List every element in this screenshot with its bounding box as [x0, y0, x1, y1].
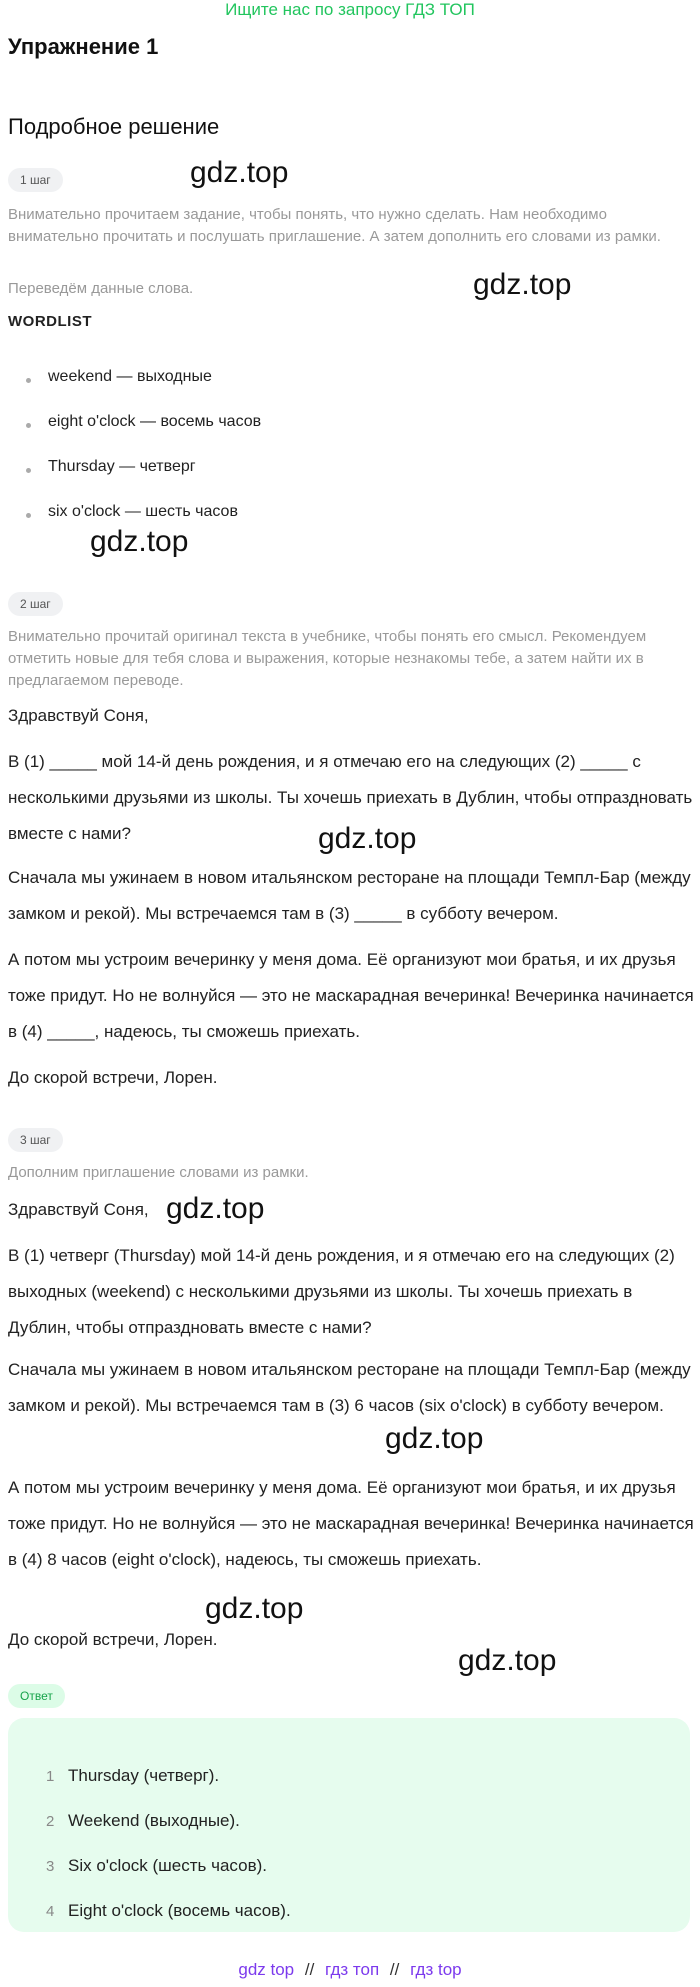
letter-paragraph: Сначала мы ужинаем в новом итальянском ресторане на площади Темпл-Бар (между замком и рекой). Мы встречаемся там в (3) 6 часов (six o'clock) в субботу вечером. — [8, 1360, 691, 1415]
answer-item: Six o'clock (шесть часов). — [68, 1856, 267, 1875]
watermark: gdz.top — [385, 1422, 484, 1455]
footer-link-2[interactable]: гдз топ — [325, 1960, 380, 1979]
watermark: gdz.top — [205, 1592, 304, 1625]
step-1-note: Переведём данные слова. — [8, 280, 194, 297]
answer-number: 2 — [46, 1813, 55, 1830]
footer-separator: // — [304, 1960, 315, 1979]
step-3-badge: 3 шаг — [8, 1128, 63, 1152]
answer-badge: Ответ — [8, 1684, 65, 1708]
watermark: gdz.top — [90, 525, 189, 558]
watermark: gdz.top — [458, 1644, 557, 1677]
answer-item: Eight o'clock (восемь часов). — [68, 1901, 291, 1920]
wordlist-item: six o'clock — шесть часов — [48, 503, 238, 520]
letter-signoff: До скорой встречи, Лорен. — [8, 1068, 218, 1087]
letter-paragraph: В (1) четверг (Thursday) мой 14-й день рождения, и я отмечаю его на следующих (2) выходных (weekend) с несколькими друзьями из школы. Ты хочешь приехать в Дублин, чтобы отпраздновать вместе с нами? — [8, 1246, 675, 1337]
step-1-badge: 1 шаг — [8, 168, 63, 192]
answer-number: 3 — [46, 1858, 55, 1875]
wordlist-item: weekend — выходные — [48, 368, 212, 385]
footer-separator: // — [389, 1960, 400, 1979]
list-bullet — [26, 378, 31, 383]
letter-paragraph: А потом мы устроим вечеринку у меня дома. Её организуют мои братья, и их друзья тоже придут. Но не волнуйся — это не маскарадная вечеринка! Вечеринка начинается в (4) 8 часов (eight o'clock), надеюсь, ты сможешь приехать. — [8, 1478, 694, 1569]
watermark: gdz.top — [166, 1192, 265, 1225]
watermark: gdz.top — [190, 156, 289, 189]
answer-number: 4 — [46, 1903, 55, 1920]
step-2-instruction: Внимательно прочитай оригинал текста в учебнике, чтобы понять его смысл. Рекомендуем отметить новые для тебя слова и выражения, которые незнакомы тебе, а затем найти их в предлагаемом переводе. — [8, 628, 647, 689]
list-bullet — [26, 468, 31, 473]
letter-paragraph: А потом мы устроим вечеринку у меня дома. Её организуют мои братья, и их друзья тоже придут. Но не волнуйся — это не маскарадная вечеринка! Вечеринка начинается в (4) _____, надеюсь, ты сможешь приехать. — [8, 950, 694, 1041]
footer-link-3[interactable]: гдз top — [410, 1960, 462, 1979]
page-title: Упражнение 1 — [8, 34, 159, 59]
list-bullet — [26, 423, 31, 428]
wordlist-item: eight o'clock — восемь часов — [48, 413, 262, 430]
watermark: gdz.top — [318, 822, 417, 855]
footer-links — [0, 1960, 700, 1980]
step-3-instruction: Дополним приглашение словами из рамки. — [8, 1164, 309, 1181]
step-1-instruction: Внимательно прочитаем задание, чтобы понять, что нужно сделать. Нам необходимо внимательно прочитать и послушать приглашение. А затем дополнить его словами из рамки. — [8, 206, 661, 245]
footer-link-1[interactable]: gdz top — [238, 1960, 295, 1979]
section-title: Подробное решение — [8, 114, 220, 139]
answer-item: Weekend (выходные). — [68, 1811, 240, 1830]
watermark: gdz.top — [473, 268, 572, 301]
wordlist-title: WORDLIST — [8, 313, 92, 330]
letter-paragraph: Сначала мы ужинаем в новом итальянском ресторане на площади Темпл-Бар (между замком и рекой). Мы встречаемся там в (3) _____ в субботу вечером. — [8, 868, 691, 923]
step-2-badge: 2 шаг — [8, 592, 63, 616]
wordlist-item: Thursday — четверг — [48, 458, 196, 475]
letter-greeting: Здравствуй Соня, — [8, 1200, 149, 1219]
letter-paragraph: В (1) _____ мой 14-й день рождения, и я отмечаю его на следующих (2) _____ с несколькими друзьями из школы. Ты хочешь приехать в Дублин, чтобы отпраздновать вместе с нами? — [8, 752, 693, 843]
answer-number: 1 — [46, 1768, 55, 1785]
answer-item: Thursday (четверг). — [68, 1766, 220, 1785]
letter-greeting: Здравствуй Соня, — [8, 706, 149, 725]
letter-signoff: До скорой встречи, Лорен. — [8, 1630, 218, 1649]
top-banner-link[interactable]: Ищите нас по запросу ГДЗ ТОП — [225, 0, 475, 19]
list-bullet — [26, 513, 31, 518]
